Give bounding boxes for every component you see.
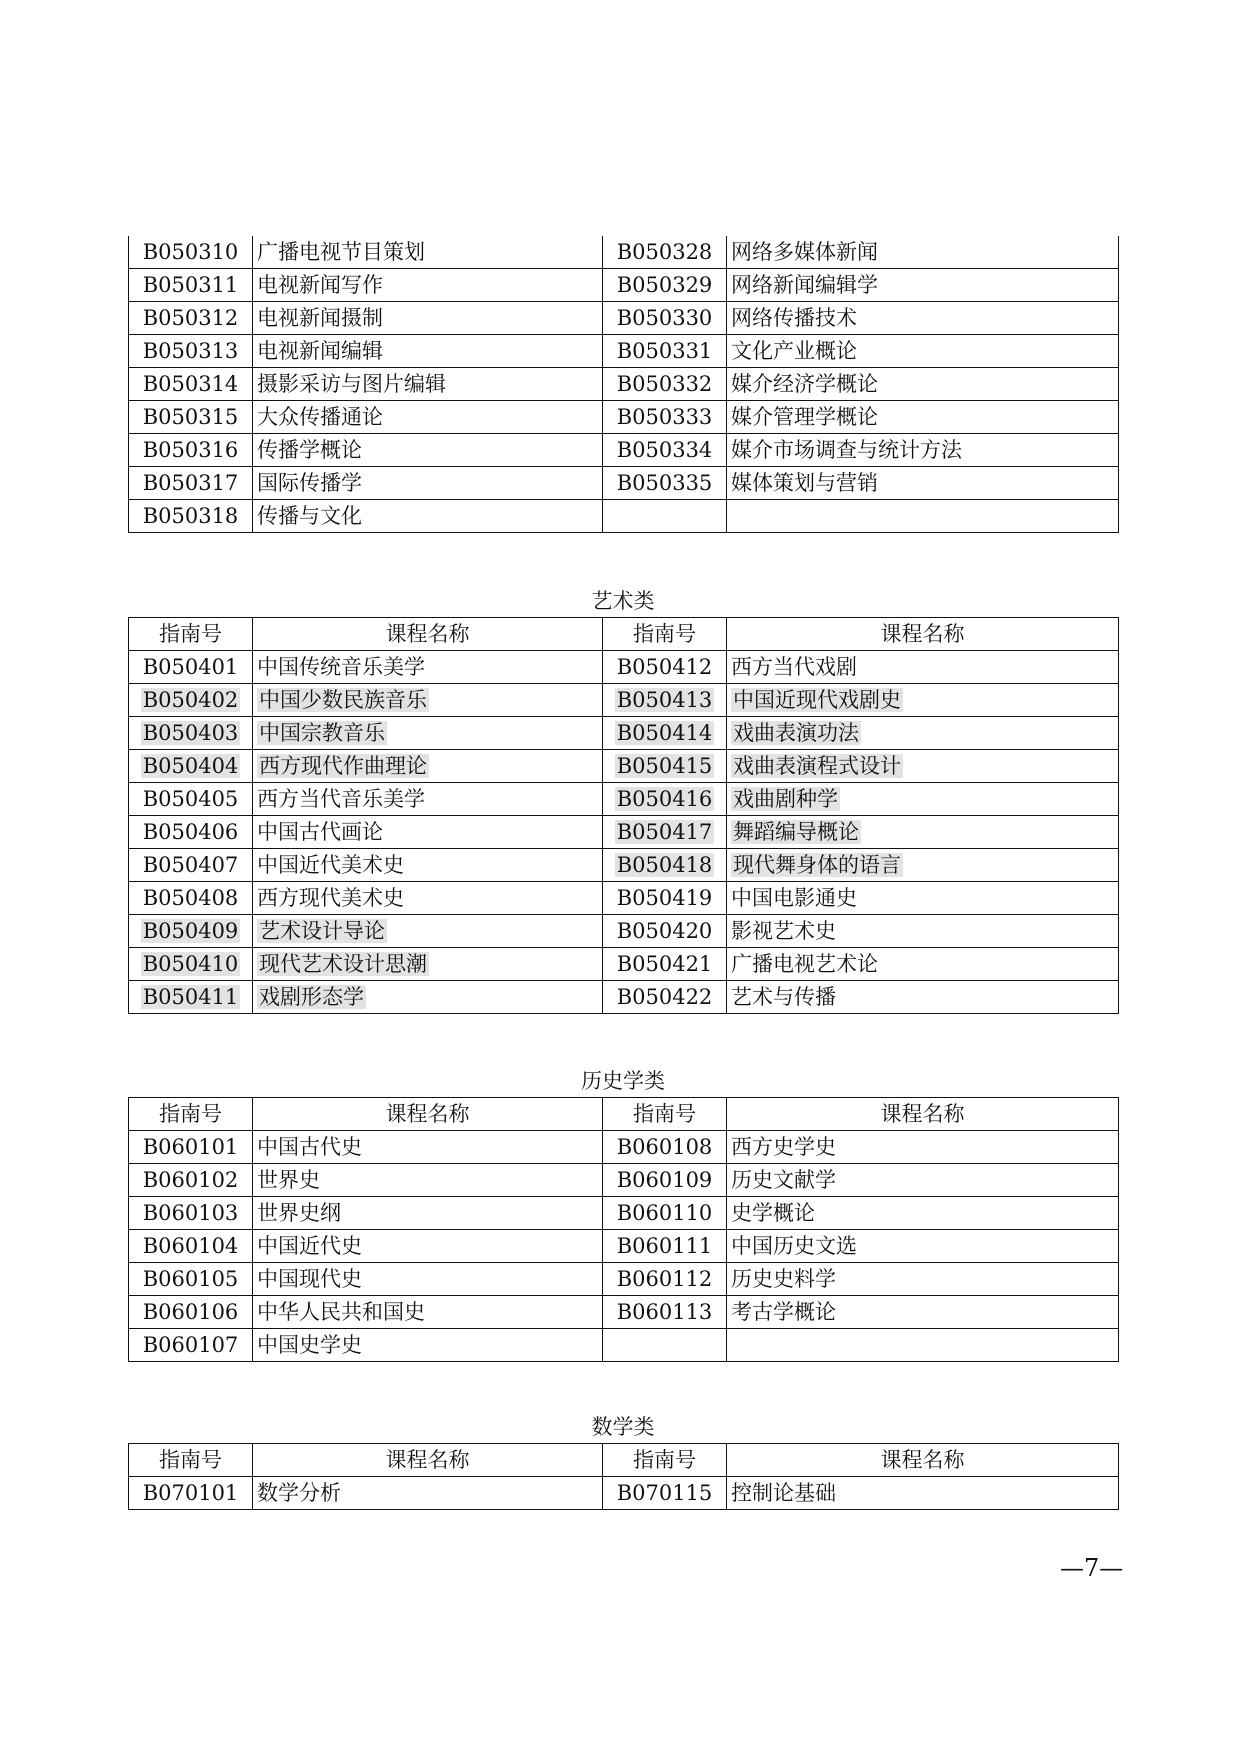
course-code-cell: [129, 849, 253, 882]
course-name-cell: [727, 816, 1119, 849]
table-row: [129, 467, 1119, 500]
header-code-cell-text: 指南号: [633, 1448, 696, 1472]
header-name-cell-text: 课程名称: [880, 1102, 965, 1126]
header-code-cell-text: 指南号: [159, 622, 222, 646]
course-name-cell-text: 中国史学史: [257, 1333, 362, 1357]
section-title-math: 数学类: [591, 1415, 655, 1439]
course-code-cell-text: B050334: [616, 438, 713, 462]
header-code-cell: [129, 1444, 253, 1477]
course-name-cell: [253, 684, 603, 717]
course-name-cell-text: 西方当代戏剧: [731, 655, 857, 679]
table-row: [129, 915, 1119, 948]
course-code-cell: [603, 651, 727, 684]
course-code-cell: [603, 1329, 727, 1362]
course-name-cell: [727, 467, 1119, 500]
course-name-cell: [727, 236, 1119, 269]
course-table-journalism-continued: [128, 236, 1119, 533]
header-name-cell: [253, 1098, 603, 1131]
course-code-cell-text: B050331: [616, 339, 713, 363]
header-code-cell: [129, 1098, 253, 1131]
course-code-cell-text: B050415: [616, 754, 713, 778]
course-code-cell-text: B050410: [142, 952, 239, 976]
course-name-cell-text: 传播学概论: [257, 438, 362, 462]
table-row: [129, 434, 1119, 467]
course-name-cell-text: 网络传播技术: [731, 306, 857, 330]
course-code-cell-text: B050316: [142, 438, 239, 462]
table-body: [129, 236, 1119, 533]
course-code-cell: [129, 1296, 253, 1329]
course-name-cell-text: 西方现代美术史: [257, 886, 404, 910]
course-code-cell-text: B050416: [616, 787, 713, 811]
course-name-cell: [727, 368, 1119, 401]
course-code-cell: [129, 368, 253, 401]
table-row: [129, 1477, 1119, 1510]
header-name-cell-text: 课程名称: [385, 1102, 470, 1126]
course-code-cell: [603, 302, 727, 335]
course-code-cell-text: B050332: [616, 372, 713, 396]
course-code-cell-text: B050403: [142, 721, 239, 745]
course-code-cell: [129, 302, 253, 335]
table-row: [129, 500, 1119, 533]
course-code-cell: [129, 750, 253, 783]
header-name-cell-text: 课程名称: [385, 1448, 470, 1472]
course-name-cell: [253, 783, 603, 816]
course-code-cell-text: B060102: [142, 1168, 239, 1192]
table-row: [129, 816, 1119, 849]
course-name-cell-text: 数学分析: [257, 1481, 341, 1505]
course-name-cell: [727, 302, 1119, 335]
course-code-cell: [129, 915, 253, 948]
course-code-cell: [129, 1329, 253, 1362]
course-code-cell: [129, 882, 253, 915]
course-code-cell: [603, 783, 727, 816]
course-code-cell: [129, 467, 253, 500]
course-code-cell: [129, 684, 253, 717]
course-code-cell: [129, 816, 253, 849]
course-name-cell-text: 中华人民共和国史: [257, 1300, 425, 1324]
course-name-cell: [253, 948, 603, 981]
header-name-cell: [727, 1444, 1119, 1477]
course-name-cell: [253, 849, 603, 882]
course-name-cell: [253, 816, 603, 849]
course-code-cell: [603, 1164, 727, 1197]
table-row: [129, 783, 1119, 816]
course-code-cell-text: B050401: [142, 655, 239, 679]
table-row: [129, 368, 1119, 401]
header-code-cell: [603, 1444, 727, 1477]
course-code-cell: [603, 467, 727, 500]
course-code-cell: [603, 816, 727, 849]
course-name-cell: [253, 882, 603, 915]
course-code-cell: [603, 684, 727, 717]
course-code-cell-text: B060107: [142, 1333, 239, 1357]
course-code-cell-text: B060104: [142, 1234, 239, 1258]
course-name-cell: [253, 1230, 603, 1263]
course-name-cell-text: 现代艺术设计思潮: [259, 952, 427, 976]
course-name-cell: [727, 1296, 1119, 1329]
course-code-cell: [129, 1164, 253, 1197]
course-code-cell: [603, 981, 727, 1014]
course-table-art: [128, 617, 1119, 1014]
course-code-cell: [603, 1296, 727, 1329]
table-header-row: [129, 1444, 1119, 1477]
course-code-cell: [603, 500, 727, 533]
table-row: [129, 948, 1119, 981]
course-code-cell: [603, 750, 727, 783]
course-code-cell-text: B050312: [142, 306, 239, 330]
course-code-cell-text: B050407: [142, 853, 239, 877]
course-code-cell: [603, 948, 727, 981]
course-name-cell-text: 世界史: [257, 1168, 320, 1192]
course-code-cell: [603, 1263, 727, 1296]
course-name-cell-text: 中国少数民族音乐: [259, 688, 427, 712]
course-name-cell-text: 戏曲表演功法: [733, 721, 859, 745]
header-name-cell-text: 课程名称: [385, 622, 470, 646]
course-table-history: [128, 1097, 1119, 1362]
course-code-cell-text: B050315: [142, 405, 239, 429]
course-code-cell: [603, 1131, 727, 1164]
table-row: [129, 335, 1119, 368]
course-code-cell-text: B050310: [142, 240, 239, 264]
course-name-cell: [727, 783, 1119, 816]
course-name-cell-text: 媒介经济学概论: [731, 372, 878, 396]
course-name-cell: [253, 915, 603, 948]
course-name-cell-text: 舞蹈编导概论: [733, 820, 859, 844]
course-code-cell-text: B060112: [616, 1267, 713, 1291]
course-name-cell: [727, 882, 1119, 915]
table-header-row: [129, 1098, 1119, 1131]
course-name-cell-text: 西方当代音乐美学: [257, 787, 425, 811]
course-code-cell: [129, 948, 253, 981]
course-code-cell-text: B050419: [616, 886, 713, 910]
course-name-cell-text: 中国传统音乐美学: [257, 655, 425, 679]
header-name-cell: [727, 618, 1119, 651]
course-name-cell: [727, 1329, 1119, 1362]
course-code-cell: [603, 1197, 727, 1230]
course-name-cell-text: 世界史纲: [257, 1201, 341, 1225]
course-code-cell-text: B050330: [616, 306, 713, 330]
course-code-cell-text: B060111: [616, 1234, 713, 1258]
course-code-cell: [129, 717, 253, 750]
course-name-cell-text: 摄影采访与图片编辑: [257, 372, 446, 396]
course-code-cell-text: B050406: [142, 820, 239, 844]
header-name-cell-text: 课程名称: [880, 1448, 965, 1472]
course-name-cell: [253, 1477, 603, 1510]
course-name-cell: [253, 335, 603, 368]
header-code-cell: [129, 618, 253, 651]
course-code-cell-text: B050417: [616, 820, 713, 844]
course-name-cell: [253, 302, 603, 335]
table-row: [129, 1263, 1119, 1296]
table-row: [129, 1197, 1119, 1230]
table-header-row: [129, 618, 1119, 651]
course-code-cell-text: B050402: [142, 688, 239, 712]
course-code-cell: [129, 1131, 253, 1164]
course-code-cell: [603, 915, 727, 948]
course-code-cell: [129, 981, 253, 1014]
course-code-cell-text: B060108: [616, 1135, 713, 1159]
course-name-cell: [727, 1164, 1119, 1197]
course-code-cell-text: B050421: [616, 952, 713, 976]
course-code-cell-text: B050311: [142, 273, 239, 297]
course-name-cell-text: 网络新闻编辑学: [731, 273, 878, 297]
table-row: [129, 269, 1119, 302]
course-name-cell: [253, 368, 603, 401]
course-code-cell: [603, 401, 727, 434]
course-name-cell-text: 中国历史文选: [731, 1234, 857, 1258]
course-name-cell-text: 中国宗教音乐: [259, 721, 385, 745]
course-code-cell-text: B050408: [142, 886, 239, 910]
course-name-cell-text: 戏剧形态学: [259, 985, 364, 1009]
course-code-cell-text: B060106: [142, 1300, 239, 1324]
course-name-cell: [727, 750, 1119, 783]
course-name-cell: [253, 467, 603, 500]
table-row: [129, 302, 1119, 335]
course-name-cell: [727, 717, 1119, 750]
course-code-cell-text: B050318: [142, 504, 239, 528]
course-name-cell: [253, 651, 603, 684]
course-code-cell: [603, 269, 727, 302]
table-row: [129, 401, 1119, 434]
course-name-cell: [727, 1263, 1119, 1296]
course-code-cell-text: B060101: [142, 1135, 239, 1159]
course-code-cell-text: B050313: [142, 339, 239, 363]
course-name-cell: [727, 1477, 1119, 1510]
course-name-cell-text: 电视新闻编辑: [257, 339, 383, 363]
course-name-cell-text: 史学概论: [731, 1201, 815, 1225]
table-row: [129, 849, 1119, 882]
course-code-cell: [129, 1197, 253, 1230]
page-number: —7—: [1060, 1554, 1124, 1582]
course-name-cell: [253, 717, 603, 750]
course-code-cell: [129, 434, 253, 467]
course-name-cell-text: 中国近代美术史: [257, 853, 404, 877]
course-code-cell-text: B050335: [616, 471, 713, 495]
header-code-cell-text: 指南号: [159, 1102, 222, 1126]
course-name-cell-text: 中国近代史: [257, 1234, 362, 1258]
course-code-cell-text: B060110: [616, 1201, 713, 1225]
course-name-cell-text: 西方现代作曲理论: [259, 754, 427, 778]
course-name-cell-text: 控制论基础: [731, 1481, 836, 1505]
course-name-cell: [253, 269, 603, 302]
course-code-cell-text: B070115: [616, 1481, 713, 1505]
course-code-cell: [129, 335, 253, 368]
course-name-cell: [727, 948, 1119, 981]
course-code-cell-text: B050413: [616, 688, 713, 712]
course-code-cell-text: B050422: [616, 985, 713, 1009]
course-code-cell: [603, 1477, 727, 1510]
header-code-cell: [603, 1098, 727, 1131]
course-name-cell-text: 中国电影通史: [731, 886, 857, 910]
header-name-cell: [253, 1444, 603, 1477]
table-row: [129, 1329, 1119, 1362]
course-name-cell-text: 艺术与传播: [731, 985, 836, 1009]
course-name-cell-text: 历史史料学: [731, 1267, 836, 1291]
header-name-cell-text: 课程名称: [880, 622, 965, 646]
table-row: [129, 1296, 1119, 1329]
course-name-cell: [727, 500, 1119, 533]
course-code-cell: [129, 236, 253, 269]
course-code-cell: [129, 1230, 253, 1263]
course-code-cell: [603, 368, 727, 401]
course-name-cell-text: 艺术设计导论: [259, 919, 385, 943]
course-code-cell: [603, 236, 727, 269]
course-code-cell: [603, 717, 727, 750]
course-name-cell: [253, 1329, 603, 1362]
course-code-cell-text: B050329: [616, 273, 713, 297]
course-name-cell: [253, 981, 603, 1014]
course-name-cell-text: 戏曲剧种学: [733, 787, 838, 811]
course-name-cell: [727, 1131, 1119, 1164]
course-code-cell: [603, 335, 727, 368]
course-code-cell-text: B060113: [616, 1300, 713, 1324]
course-name-cell: [253, 750, 603, 783]
course-name-cell-text: 影视艺术史: [731, 919, 836, 943]
course-name-cell: [727, 651, 1119, 684]
course-code-cell-text: B050412: [616, 655, 713, 679]
course-name-cell: [253, 434, 603, 467]
course-code-cell: [129, 269, 253, 302]
course-code-cell: [129, 1477, 253, 1510]
course-code-cell-text: B050411: [142, 985, 239, 1009]
course-code-cell-text: B050314: [142, 372, 239, 396]
course-name-cell: [253, 401, 603, 434]
course-name-cell: [253, 1164, 603, 1197]
table-row: [129, 981, 1119, 1014]
course-name-cell: [253, 1197, 603, 1230]
course-name-cell-text: 传播与文化: [257, 504, 362, 528]
course-name-cell-text: 广播电视艺术论: [731, 952, 878, 976]
table-body: [129, 618, 1119, 1014]
header-name-cell: [727, 1098, 1119, 1131]
course-name-cell: [253, 1263, 603, 1296]
course-name-cell-text: 网络多媒体新闻: [731, 240, 878, 264]
course-name-cell-text: 中国近现代戏剧史: [733, 688, 901, 712]
course-code-cell: [603, 882, 727, 915]
course-name-cell: [727, 981, 1119, 1014]
course-code-cell: [129, 651, 253, 684]
table-row: [129, 684, 1119, 717]
course-code-cell-text: B050414: [616, 721, 713, 745]
course-code-cell-text: B050405: [142, 787, 239, 811]
course-code-cell-text: B050317: [142, 471, 239, 495]
course-code-cell-text: B060109: [616, 1168, 713, 1192]
table-body: [129, 1444, 1119, 1510]
course-name-cell-text: 戏曲表演程式设计: [733, 754, 901, 778]
course-name-cell-text: 媒介管理学概论: [731, 405, 878, 429]
course-name-cell: [727, 401, 1119, 434]
course-name-cell: [727, 915, 1119, 948]
course-code-cell: [603, 1230, 727, 1263]
course-code-cell-text: B070101: [142, 1481, 239, 1505]
course-name-cell: [727, 269, 1119, 302]
section-title-art: 艺术类: [591, 589, 655, 613]
course-name-cell-text: 考古学概论: [731, 1300, 836, 1324]
table-body: [129, 1098, 1119, 1362]
course-name-cell-text: 大众传播通论: [257, 405, 383, 429]
course-name-cell: [253, 236, 603, 269]
course-name-cell: [727, 1230, 1119, 1263]
table-row: [129, 236, 1119, 269]
course-name-cell-text: 文化产业概论: [731, 339, 857, 363]
header-code-cell-text: 指南号: [633, 622, 696, 646]
course-name-cell-text: 现代舞身体的语言: [733, 853, 901, 877]
course-code-cell: [129, 1263, 253, 1296]
course-name-cell: [253, 1131, 603, 1164]
course-name-cell-text: 中国古代史: [257, 1135, 362, 1159]
course-code-cell-text: B050420: [616, 919, 713, 943]
course-code-cell: [129, 401, 253, 434]
course-name-cell-text: 中国古代画论: [257, 820, 383, 844]
header-code-cell: [603, 618, 727, 651]
table-row: [129, 1164, 1119, 1197]
table-row: [129, 717, 1119, 750]
course-code-cell: [603, 434, 727, 467]
course-name-cell: [727, 684, 1119, 717]
course-name-cell: [253, 500, 603, 533]
course-name-cell: [727, 335, 1119, 368]
table-row: [129, 882, 1119, 915]
course-name-cell-text: 电视新闻写作: [257, 273, 383, 297]
course-code-cell-text: B050418: [616, 853, 713, 877]
course-name-cell-text: 中国现代史: [257, 1267, 362, 1291]
course-name-cell-text: 电视新闻摄制: [257, 306, 383, 330]
header-name-cell: [253, 618, 603, 651]
table-row: [129, 1131, 1119, 1164]
course-name-cell-text: 历史文献学: [731, 1168, 836, 1192]
course-code-cell: [129, 500, 253, 533]
course-name-cell-text: 媒体策划与营销: [731, 471, 878, 495]
course-name-cell: [727, 1197, 1119, 1230]
section-title-history: 历史学类: [581, 1069, 665, 1093]
course-name-cell-text: 西方史学史: [731, 1135, 836, 1159]
header-code-cell-text: 指南号: [159, 1448, 222, 1472]
course-code-cell: [129, 783, 253, 816]
course-code-cell-text: B060105: [142, 1267, 239, 1291]
course-name-cell-text: 广播电视节目策划: [257, 240, 425, 264]
course-code-cell-text: B050333: [616, 405, 713, 429]
course-code-cell-text: B050328: [616, 240, 713, 264]
course-name-cell: [727, 434, 1119, 467]
course-name-cell: [727, 849, 1119, 882]
course-name-cell: [253, 1296, 603, 1329]
header-code-cell-text: 指南号: [633, 1102, 696, 1126]
course-code-cell-text: B060103: [142, 1201, 239, 1225]
course-code-cell-text: B050404: [142, 754, 239, 778]
course-code-cell: [603, 849, 727, 882]
table-row: [129, 1230, 1119, 1263]
table-row: [129, 651, 1119, 684]
course-table-math: [128, 1443, 1119, 1510]
course-name-cell-text: 国际传播学: [257, 471, 362, 495]
table-row: [129, 750, 1119, 783]
course-name-cell-text: 媒介市场调查与统计方法: [731, 438, 962, 462]
course-code-cell-text: B050409: [142, 919, 239, 943]
